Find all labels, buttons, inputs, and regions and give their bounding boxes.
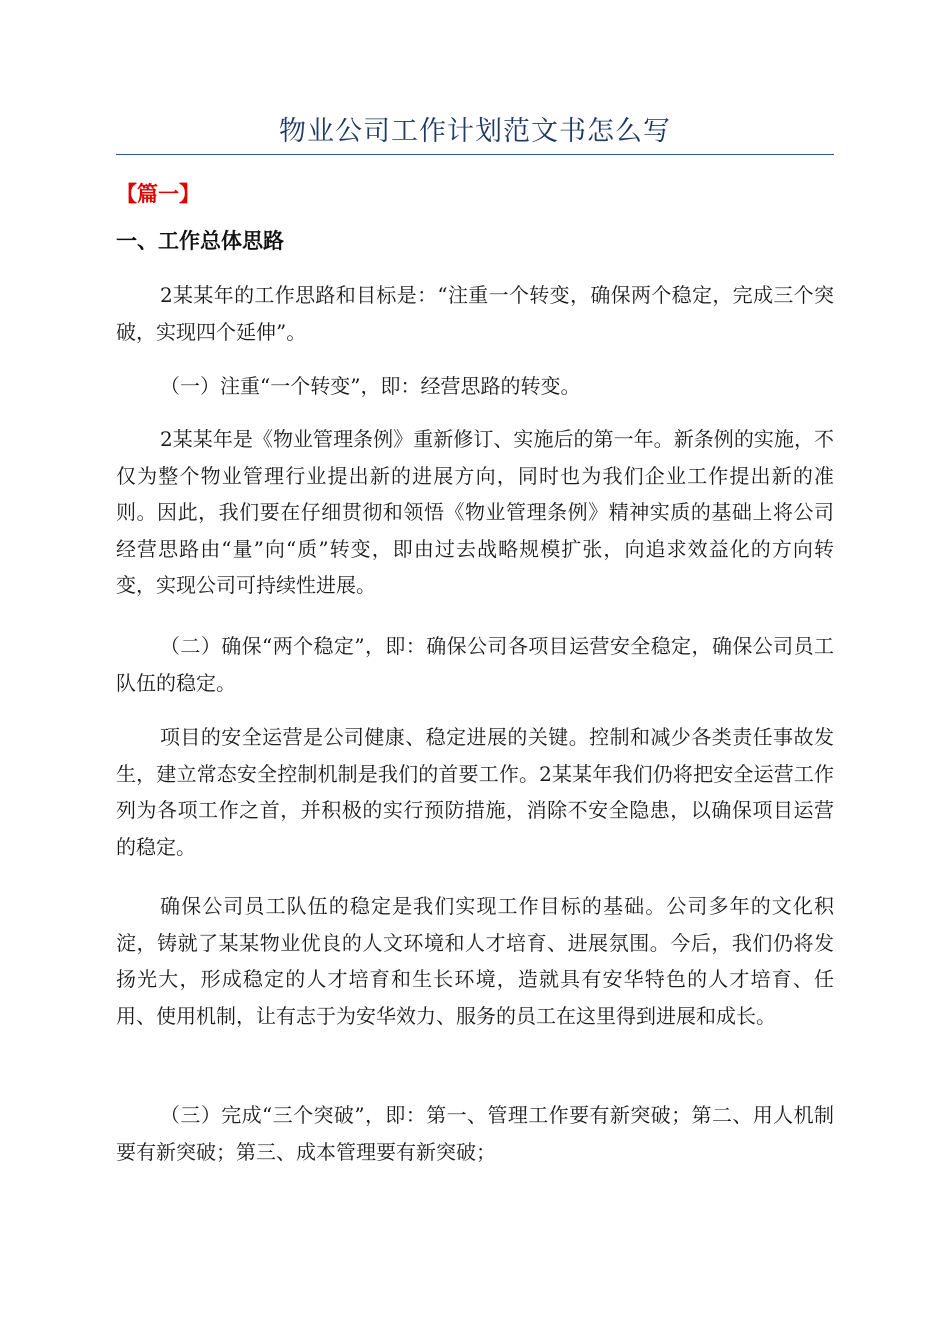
paragraph-1: 2某某年的工作思路和目标是：“注重一个转变，确保两个稳定，完成三个突破，实现四个延伸”。 — [116, 283, 834, 344]
paragraph-7: （三）完成“三个突破”，即：第一、管理工作要有新突破；第二、用人机制要有新突破；第三、成本管理要有新突破； — [116, 1103, 834, 1164]
paragraph-5: 项目的安全运营是公司健康、稳定进展的关键。控制和减少各类责任事故发生，建立常态安全控制机制是我们的首要工作。2某某年我们仍将把安全运营工作列为各项工作之首，并积极的实行预防措施，消除不安全隐患，以确保项目运营的稳定。 — [116, 725, 834, 859]
section-tag: 【篇一】 — [116, 182, 200, 206]
section-heading: 一、工作总体思路 — [116, 229, 284, 253]
document-title: 物业公司工作计划范文书怎么写 — [279, 116, 671, 147]
paragraph-2: （一）注重“一个转变”，即：经营思路的转变。 — [160, 374, 581, 398]
paragraph-6: 确保公司员工队伍的稳定是我们实现工作目标的基础。公司多年的文化积淀，铸就了某某物业优良的人文环境和人才培育、进展氛围。今后，我们仍将发扬光大，形成稳定的人才培育和生长环境，造就具有安华特色的人才培育、任用、使用机制，让有志于为安华效力、服务的员工在这里得到进展和成长。 — [116, 894, 834, 1028]
title-underline — [116, 154, 834, 155]
paragraph-4: （二）确保“两个稳定”，即：确保公司各项目运营安全稳定，确保公司员工队伍的稳定。 — [116, 634, 834, 695]
paragraph-3: 2某某年是《物业管理条例》重新修订、实施后的第一年。新条例的实施，不仅为整个物业管理行业提出新的进展方向，同时也为我们企业工作提出新的准则。因此，我们要在仔细贯彻和领悟《物业管理条例》精神实质的基础上将公司经营思路由“量”向“质”转变，即由过去战略规模扩张，向追求效益化的方向转变，实现公司可持续性进展。 — [116, 427, 834, 597]
